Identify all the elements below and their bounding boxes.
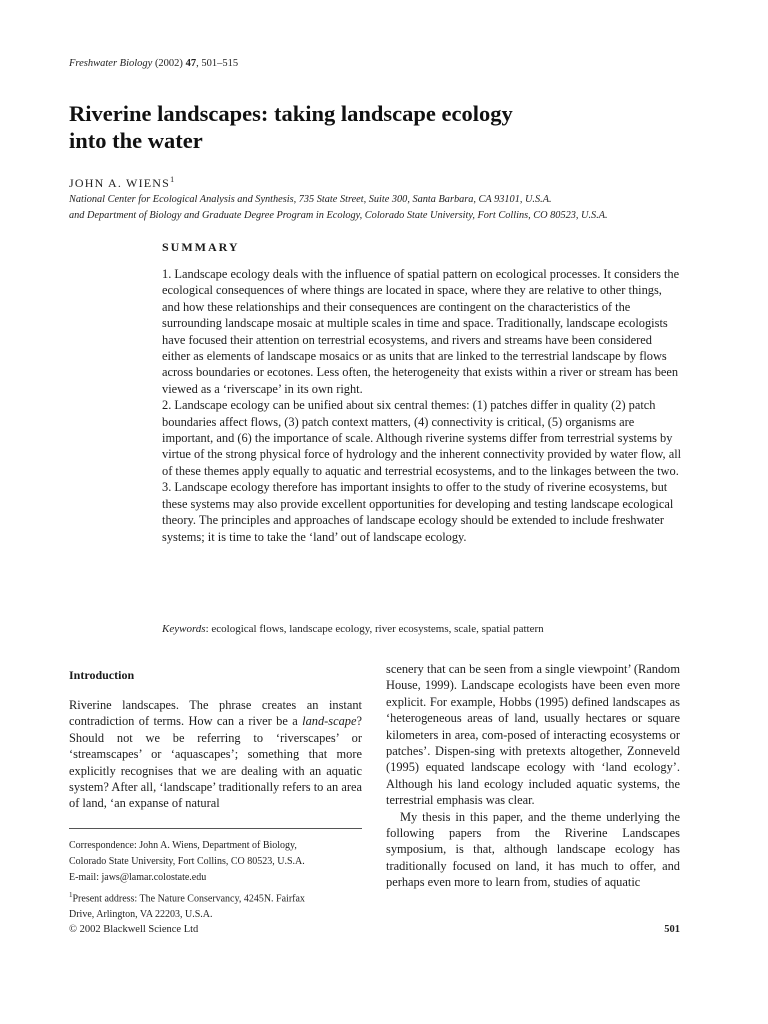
intro-right-paragraph-2: My thesis in this paper, and the theme underlying the following papers from the Riverine Landscapes symposium, is that, although landscape ecology has traditionally focused on land, it has much to offer, and perhaps even more to learn from, studies of aquatic	[386, 809, 680, 890]
keywords-label: Keywords	[162, 623, 206, 635]
article-title	[69, 100, 689, 154]
footnote-email: E-mail: jaws@lamar.colostate.edu	[69, 872, 207, 884]
affiliation-2: and Department of Biology and Graduate Degree Program in Ecology, Colorado State University, Fort Collins, CO 80523, U.S.A.	[69, 210, 608, 221]
intro-text-a: Riverine landscapes. The phrase creates an instant contradiction of terms. How can a river be a	[69, 698, 362, 729]
footnote-present-sup: 1	[69, 890, 73, 899]
journal-volume: 47	[185, 58, 197, 69]
affiliation-1: National Center for Ecological Analysis and Synthesis, 735 State Street, Suite 300, Santa Barbara, CA 93101, U.S.A.	[69, 194, 552, 205]
journal-citation	[69, 58, 238, 69]
footnote-present-text: Present address: The Nature Conservancy, 4245N. Fairfax	[72, 892, 305, 904]
summary-text	[162, 266, 682, 545]
footnote-correspondence-2: Colorado State University, Fort Collins, CO 80523, U.S.A.	[69, 856, 305, 868]
journal-year: (2002)	[154, 58, 183, 69]
author-name: JOHN A. WIENS	[69, 176, 171, 190]
footnote-present-address	[69, 887, 362, 908]
footnotes	[69, 838, 362, 923]
page-number: 501	[664, 924, 680, 935]
footnote-divider	[69, 828, 362, 829]
author-line	[69, 175, 174, 191]
keywords-text: : ecological flows, landscape ecology, river ecosystems, scale, spatial pattern	[205, 623, 544, 635]
introduction-left-text	[69, 697, 362, 812]
intro-right-paragraph-1: scenery that can be seen from a single viewpoint’ (Random House, 1999). Landscape ecologists have been even more explicit. For example, Hobbs (1995) defined landscapes as ‘heterogeneous areas of land, usually hectares or square kilometers in area, com-posed of interacting ecosystems or patches’. Dispen-sing with pretexts altogether, Zonneveld (1995) equated landscape ecology with ‘land ecology’. Although his land ecology included aquatic systems, the terrestrial emphasis was clear.	[386, 662, 680, 808]
summary-point-1: 1. Landscape ecology deals with the influence of spatial pattern on ecological processes. It considers the ecological consequences of where things are located in space, where they are relative to other things, and how these relationships and their consequences are contingent on the characteristics of the surrounding landscape mosaic at multiple scales in time and space. Traditionally, landscape ecologists have focused their attention on terrestrial ecosystems, and rivers and streams have been considered either as elements of landscape mosaics or as units that are linked to the terrestrial landscape by flows across boundaries or ecotones. Less often, the heterogeneity that exists within a river or stream has been viewed as a ‘riverscape’ in its own right.	[162, 267, 680, 396]
left-column	[69, 668, 362, 812]
intro-text-b: ? Should not we be referring to ‘riverscapes’ or ‘streamscapes’ or ‘aquascapes’; something that more explicitly recognises that we are dealing with an aquatic system? After all, ‘landscape’ traditionally refers to an area of land, ‘an expanse of natural	[69, 714, 362, 811]
summary-section	[162, 240, 682, 545]
author-superscript: 1	[170, 175, 175, 184]
copyright-notice: © 2002 Blackwell Science Ltd	[69, 924, 199, 935]
summary-point-3: 3. Landscape ecology therefore has important insights to offer to the study of riverine ecosystems, but these systems may also provide excellent opportunities for developing and testing landscape ecological theory. The principles and approaches of landscape ecology should be extended to include freshwater systems; it is time to take the ‘land’ out of landscape ecology.	[162, 480, 674, 544]
intro-text-italic: land-scape	[302, 714, 357, 729]
journal-pages: , 501–515	[196, 58, 239, 69]
title-line-1: Riverine landscapes: taking landscape ecology	[69, 101, 513, 126]
summary-point-2: 2. Landscape ecology can be unified about six central themes: (1) patches differ in quality (2) patch boundaries affect flows, (3) patch context matters, (4) connectivity is critical, (5) organisms are important, and (6) the importance of scale. Although riverine systems differ from terrestrial systems by virtue of the strong physical force of hydrology and the inherent connectivity provided by water flow, all of these themes apply equally to aquatic and terrestrial ecosystems, and to the linkages between the two.	[162, 398, 682, 478]
introduction-heading: Introduction	[69, 668, 135, 682]
title-line-2: into the water	[69, 128, 203, 153]
keywords	[162, 623, 682, 635]
journal-name: Freshwater Biology	[69, 58, 153, 69]
introduction-right-text	[386, 661, 680, 891]
right-column	[386, 661, 680, 891]
footnote-present-address-2: Drive, Arlington, VA 22203, U.S.A.	[69, 909, 213, 921]
footnote-correspondence: Correspondence: John A. Wiens, Department of Biology,	[69, 840, 297, 851]
summary-heading: SUMMARY	[162, 240, 240, 254]
